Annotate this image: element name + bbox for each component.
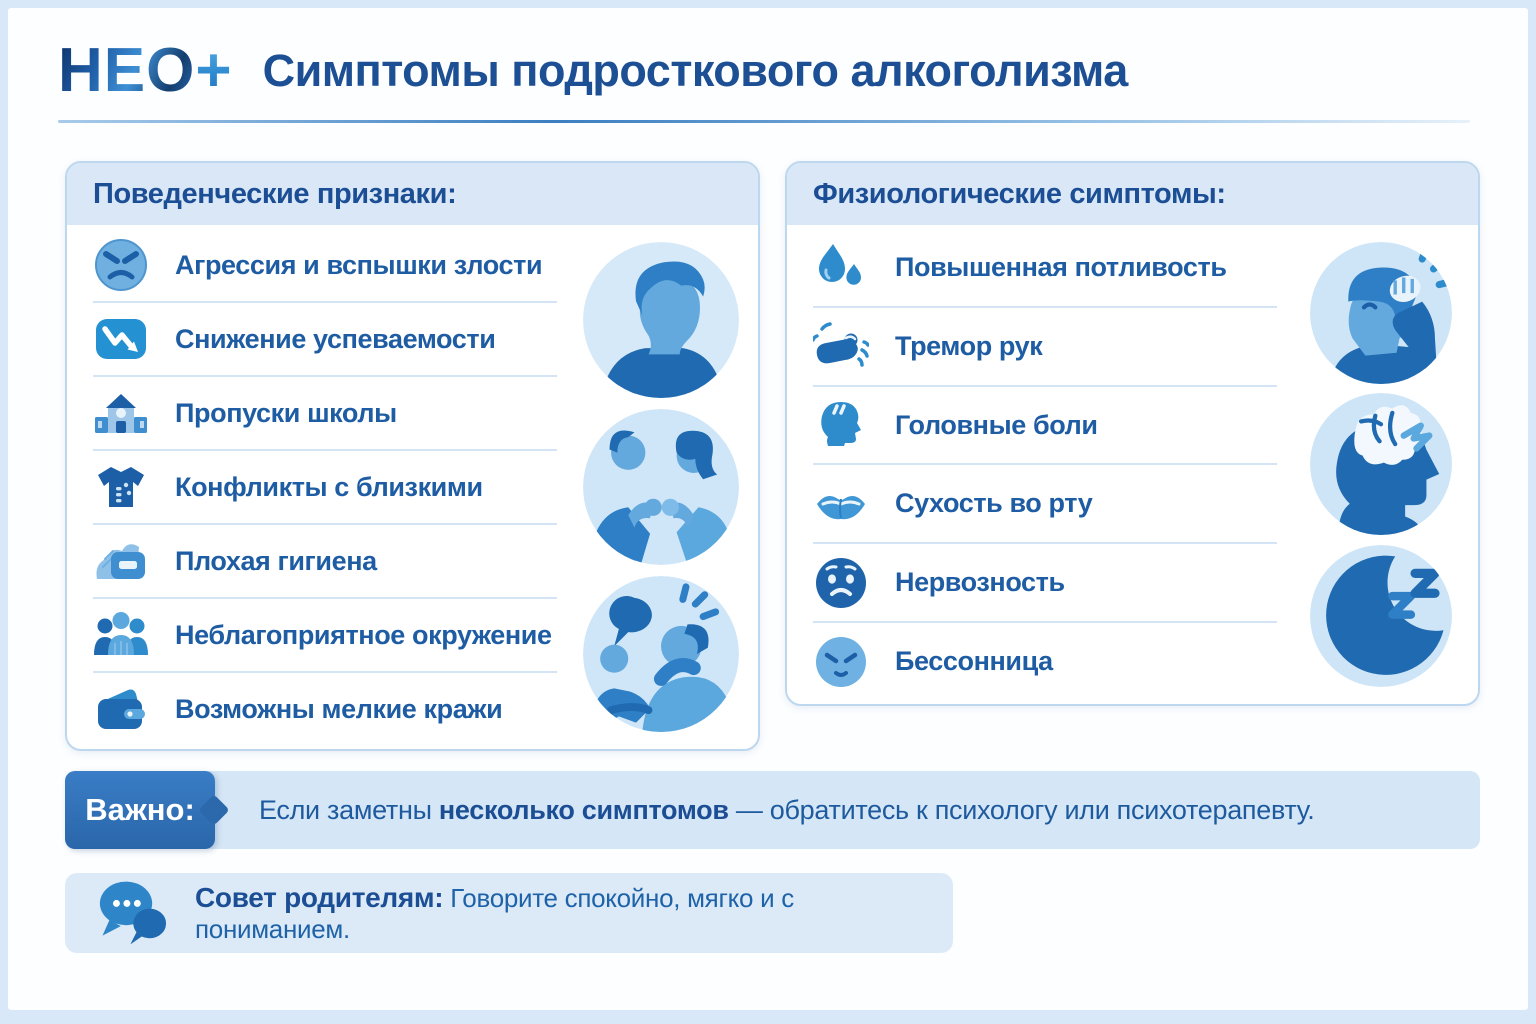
laundry-hygiene-icon <box>93 533 149 589</box>
list-item <box>93 523 557 597</box>
important-text-emphasis: несколько симптомов <box>438 794 729 825</box>
list-item <box>813 621 1277 700</box>
panels-row <box>8 123 1528 751</box>
item-label: Нервозность <box>895 567 1065 598</box>
list-item <box>813 463 1277 542</box>
list-item <box>813 229 1277 306</box>
list-item <box>813 385 1277 464</box>
behavioral-illustrations <box>563 225 758 749</box>
wallet-icon <box>93 681 149 737</box>
item-label: Тремор рук <box>895 330 1043 361</box>
sleepy-face-icon <box>813 634 869 690</box>
item-label: Агрессия и вспышки злости <box>175 249 543 280</box>
important-text <box>215 795 1314 826</box>
list-item <box>813 306 1277 385</box>
list-item <box>93 671 557 745</box>
important-banner <box>65 771 1480 849</box>
chat-bubbles-icon <box>93 879 173 947</box>
behavioral-panel-header: Поведенческие признаки: <box>67 163 758 225</box>
item-label: Сухость во рту <box>895 488 1093 519</box>
advice-text <box>195 882 925 945</box>
logo-text: НЕО <box>58 36 196 105</box>
page-title: Симптомы подросткового алкоголизма <box>262 45 1128 96</box>
angry-face-icon <box>93 237 149 293</box>
physiological-panel-header: Физиологические симптомы: <box>787 163 1478 225</box>
list-item <box>813 542 1277 621</box>
item-label: Повышенная потливость <box>895 251 1227 282</box>
advice-banner <box>65 873 953 953</box>
item-label: Снижение успеваемости <box>175 323 496 354</box>
physiological-item-list <box>787 225 1283 704</box>
neo-plus-logo <box>58 36 233 105</box>
physiological-illustrations <box>1283 225 1478 704</box>
item-label: Возможны мелкие кражи <box>175 693 503 724</box>
header <box>8 8 1528 108</box>
item-label: Головные боли <box>895 409 1098 440</box>
parent-talking-to-upset-teen-illustration <box>583 576 739 732</box>
item-label: Плохая гигиена <box>175 545 377 576</box>
lips-icon <box>813 476 869 532</box>
advice-body: Говорите спокойно, мягко и с пониманием. <box>195 882 794 944</box>
people-group-icon <box>93 607 149 663</box>
tshirt-icon <box>93 459 149 515</box>
school-building-icon <box>93 385 149 441</box>
physiological-panel-body <box>787 225 1478 704</box>
arguing-couple-illustration <box>583 409 739 565</box>
teen-profile-illustration <box>583 242 739 398</box>
logo-plus-icon: + <box>195 36 233 105</box>
item-label: Неблагоприятное окружение <box>175 619 552 650</box>
important-label-badge: Важно: <box>65 771 215 849</box>
head-with-brain-illustration <box>1310 393 1452 535</box>
physiological-panel <box>785 161 1480 706</box>
person-holding-head-illustration <box>1310 242 1452 384</box>
list-item <box>93 449 557 523</box>
behavioral-panel-body <box>67 225 758 749</box>
important-text-suffix: — обратитесь к психологу или психотерапевту. <box>728 794 1315 825</box>
head-profile-icon <box>813 397 869 453</box>
declining-chart-icon <box>93 311 149 367</box>
important-text-prefix: Если заметны <box>259 794 439 825</box>
behavioral-panel <box>65 161 760 751</box>
item-label: Конфликты с близкими <box>175 471 483 502</box>
moon-with-zzz-illustration <box>1310 545 1452 687</box>
trembling-hand-icon <box>813 318 869 374</box>
list-item <box>93 597 557 671</box>
infographic-content <box>8 8 1528 1010</box>
item-label: Бессонница <box>895 646 1053 677</box>
advice-label: Совет родителям: <box>195 881 444 913</box>
list-item <box>93 229 557 301</box>
list-item <box>93 301 557 375</box>
item-label: Пропуски школы <box>175 397 397 428</box>
nervous-face-icon <box>813 555 869 611</box>
list-item <box>93 375 557 449</box>
water-drops-icon <box>813 239 869 295</box>
behavioral-item-list <box>67 225 563 749</box>
